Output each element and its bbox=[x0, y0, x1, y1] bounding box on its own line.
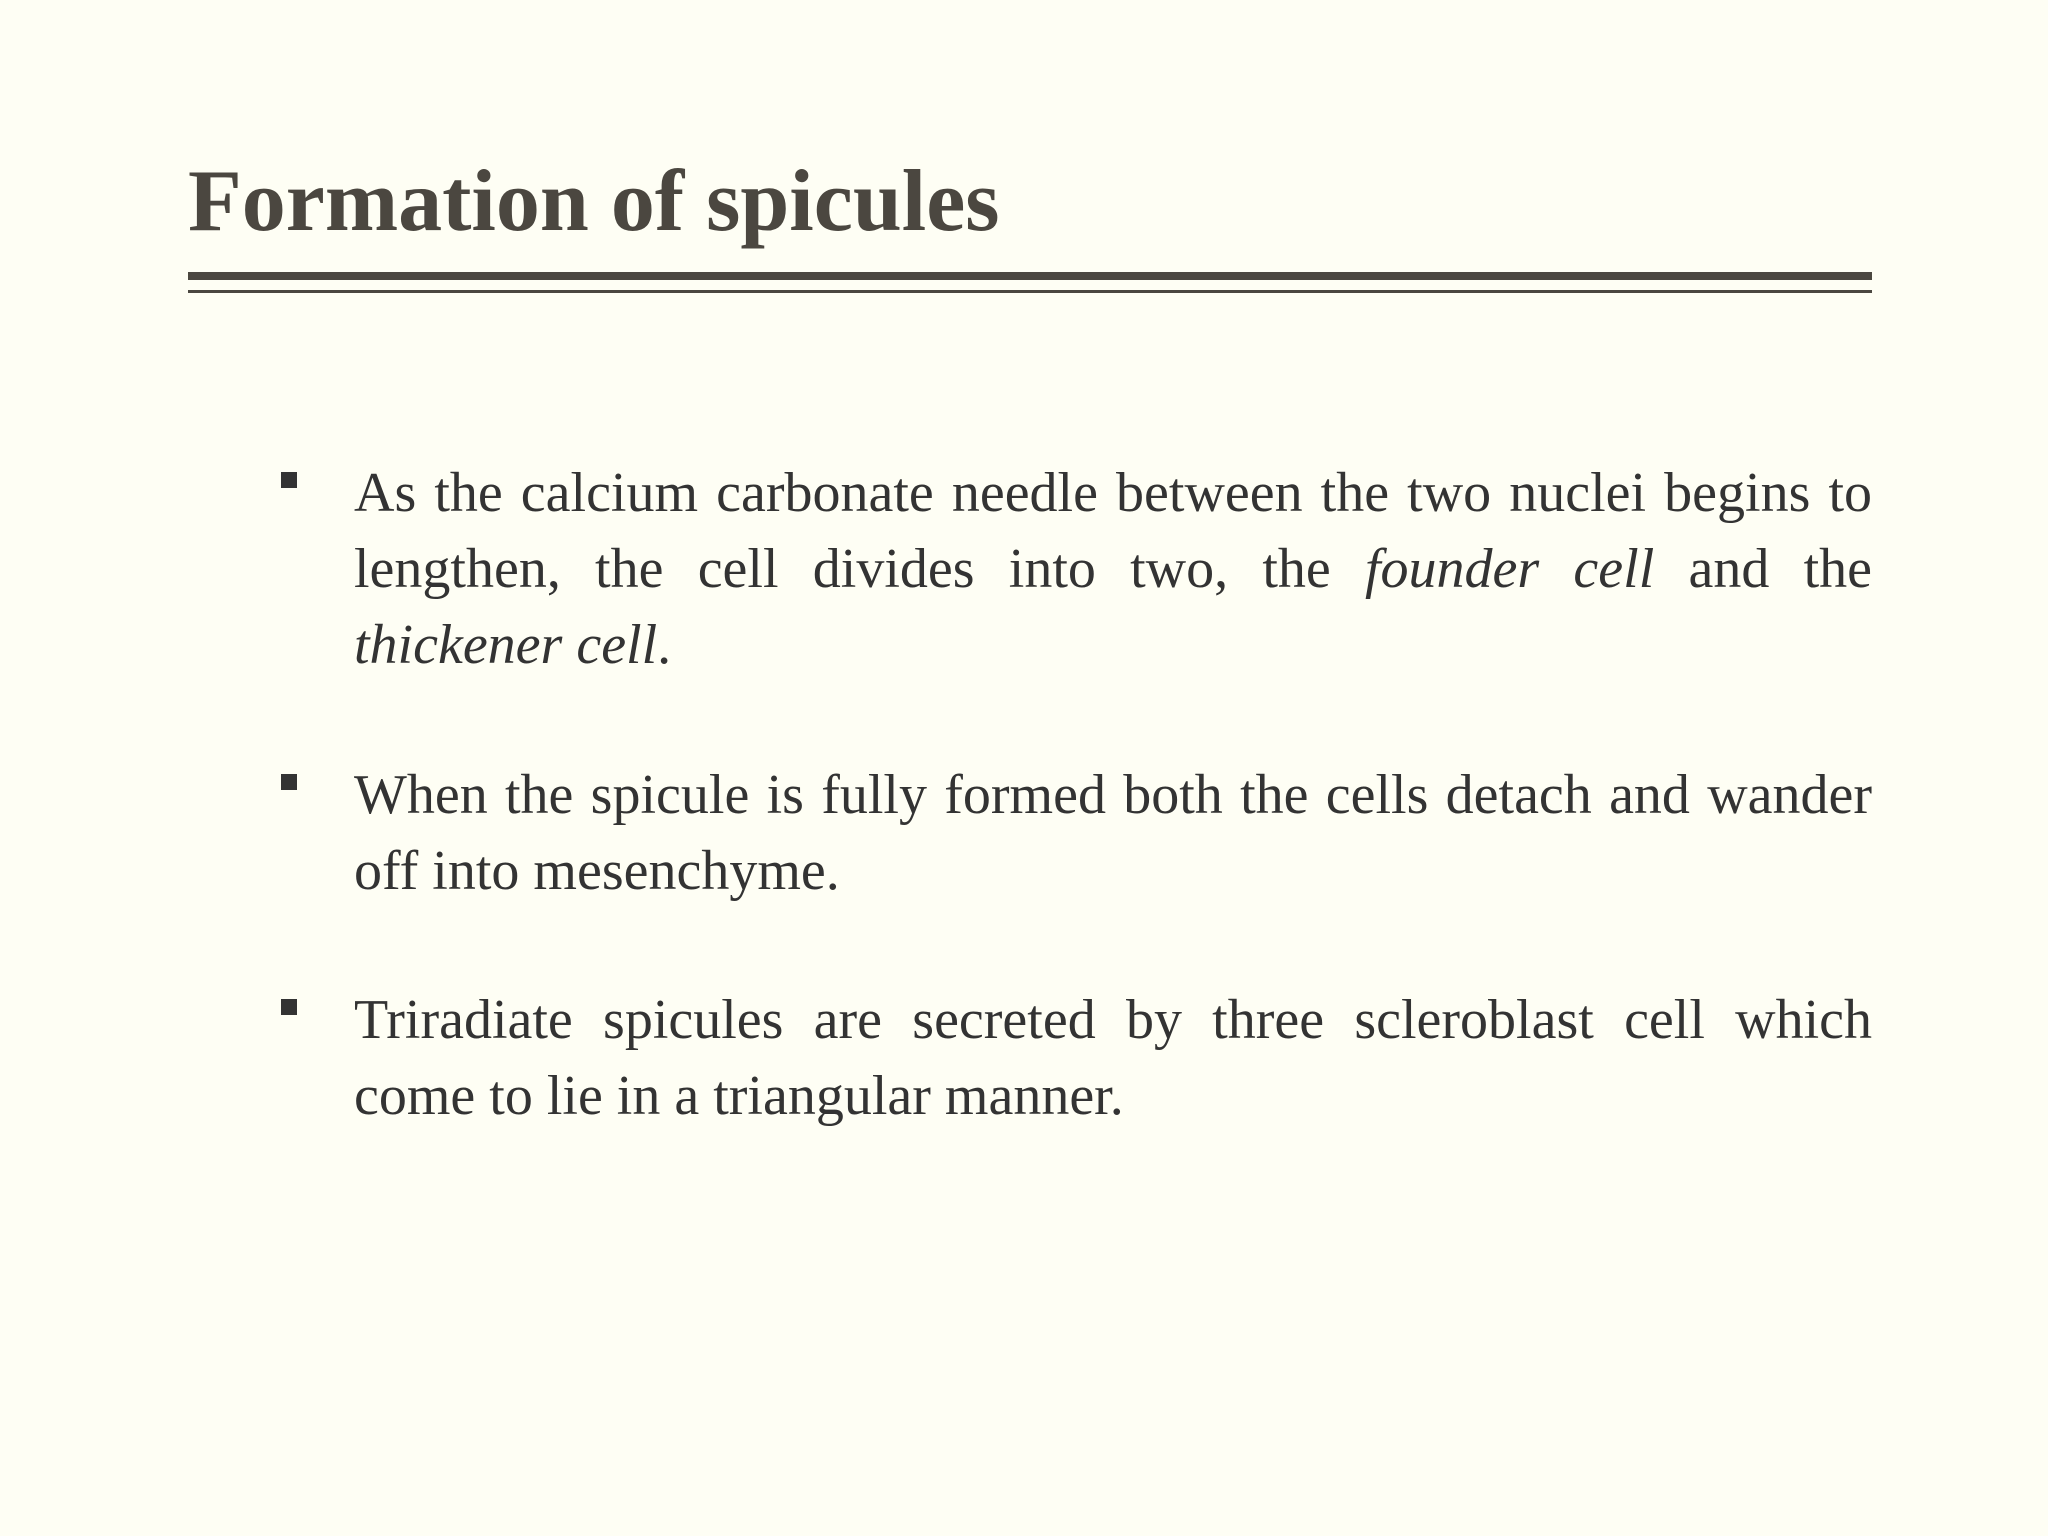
bullet-list bbox=[276, 455, 1872, 1134]
title-underline-thin bbox=[188, 290, 1872, 293]
bullet-item bbox=[276, 757, 1872, 909]
bullet-text-segment: . bbox=[657, 614, 672, 676]
bullet-item bbox=[276, 455, 1872, 683]
bullet-text-segment: Triradiate spicules are secreted by three scleroblast cell which come to lie in a triangular manner. bbox=[354, 989, 1872, 1127]
bullet-text-segment: As the calcium carbonate needle between the two nuclei begins to lengthen, the cell divides into two, the bbox=[354, 462, 1872, 600]
bullet-text-segment: When the spicule is fully formed both the cells detach and wander off into mesenchyme. bbox=[354, 764, 1872, 902]
bullet-text-emphasis: thickener cell bbox=[354, 614, 658, 676]
slide-title: Formation of spicules bbox=[188, 153, 1000, 250]
title-underline-thick bbox=[188, 272, 1872, 280]
bullet-text-emphasis: founder cell bbox=[1364, 538, 1655, 600]
bullet-text-segment: and the bbox=[1654, 538, 1872, 600]
square-bullet-icon bbox=[281, 999, 297, 1015]
bullet-item bbox=[276, 982, 1872, 1134]
square-bullet-icon bbox=[281, 774, 297, 790]
square-bullet-icon bbox=[281, 472, 297, 488]
